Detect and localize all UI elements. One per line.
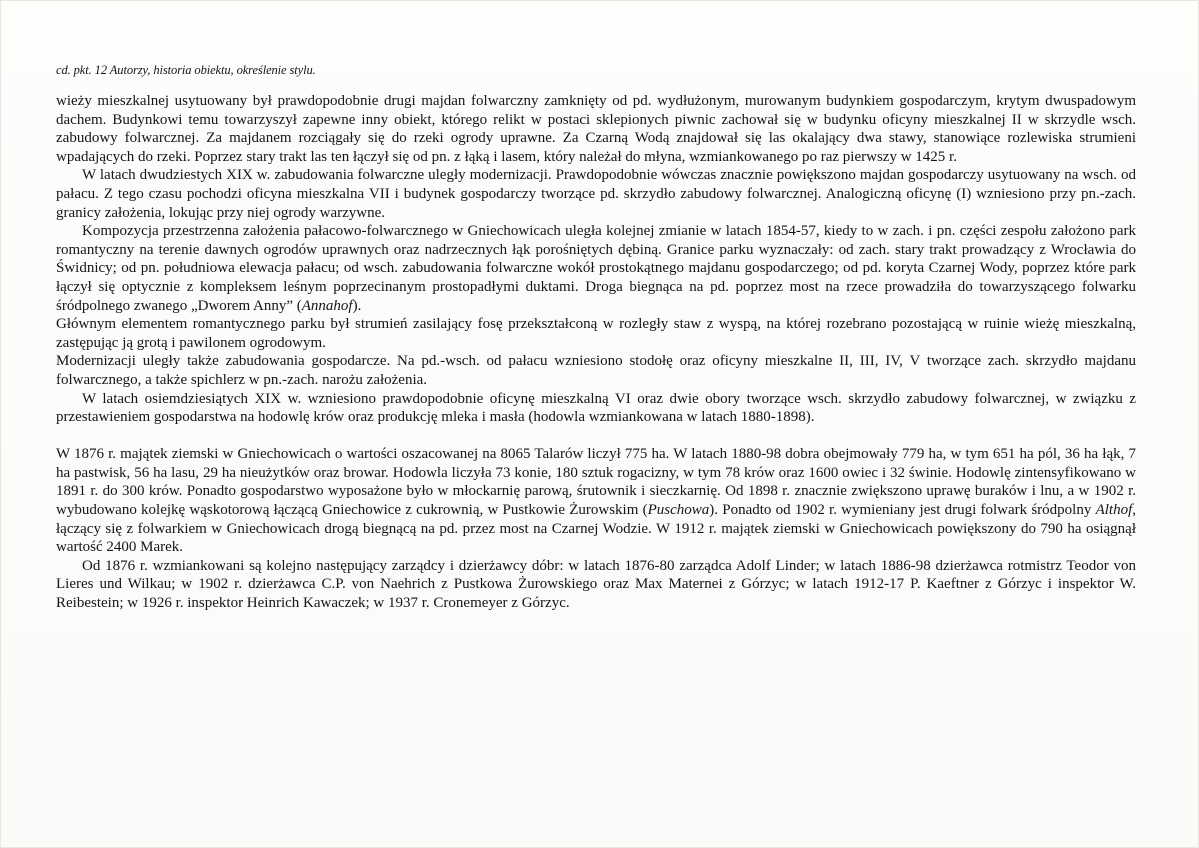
text-run: ). bbox=[352, 297, 362, 314]
paragraph-estate-statistics bbox=[56, 445, 1136, 557]
paragraph-1880s-buildings bbox=[56, 390, 1136, 427]
italic-term: Annahof bbox=[301, 297, 353, 314]
paragraph-tower-continuation bbox=[56, 92, 1136, 166]
document-body bbox=[56, 92, 1136, 613]
text-run: Modernizacji uległy także zabudowania gospodarcze. Na pd.-wsch. od pałacu wzniesiono stodołę oraz oficyny mieszkalne II, III, IV, V tworzące zach. skrzydło majdanu folwarcznego, a także spichlerz w pn.-zach. narożu założenia. bbox=[56, 353, 1136, 388]
paragraph-modernization-1820s bbox=[56, 166, 1136, 222]
paragraph-farm-modernization bbox=[56, 352, 1136, 389]
text-run: wieży mieszkalnej usytuowany był prawdopodobnie drugi majdan folwarczny zamknięty od pd. wydłużonym, murowanym budynkiem gospodarczym, krytym dwuspadowym dachem. Budynkowi temu towarzyszył zapewne inny obiekt, którego relikt w postaci sklepionych piwnic zachował się w budynku oficyny mieszkalnej II w skrzydle wsch. zabudowy folwarcznej. Za majdanem rozciągały się do rzeki ogrody uprawne. Za Czarną Wodą znajdował się las okalający dwa stawy, stanowiące rozlewiska strumieni wpadających do rzeki. Poprzez stary trakt las ten łączył się od pn. z łąką i lasem, który należał do młyna, wzmiankowanego po raz pierwszy w 1425 r. bbox=[56, 93, 1136, 165]
text-run: Od 1876 r. wzmiankowani są kolejno następujący zarządcy i dzierżawcy dóbr: w latach 1876-80 zarządca Adolf Linder; w latach 1886-98 dzierżawca rotmistrz Teodor von Lieres und Wilkau; w 1902 r. dzierżawca C.P. von Naehrich z Pustkowa Żurowskiego oraz Max Maternei z Górzyc; w latach 1912-17 P. Kaeftner z Górzyc i inspektor W. Reibestein; w 1926 r. inspektor Heinrich Kawaczek; w 1937 r. Cronemeyer z Górzyc. bbox=[56, 557, 1136, 612]
text-run: Kompozycja przestrzenna założenia pałacowo-folwarcznego w Gniechowicach uległa kolejnej zmianie w latach 1854-57, kiedy to w zach. i pn. części zespołu założono park romantyczny na terenie dawnych ogrodów uprawnych oraz nadrzecznych łąk porośniętych dębiną. Granice parku wyznaczały: od zach. stary trakt prowadzący z Wrocławia do Świdnicy; od pn. południowa elewacja pałacu; od wsch. zabudowania folwarczne wokół prostokątnego majdanu gospodarczego; od pd. koryta Czarnej Wody, poprzez które park łączył się optycznie z kompleksem leśnym poprzecinanym prostopadłymi duktami. Droga biegnąca na pd. poprzez most na rzece prowadziła do towarzyszącego folwarku śródpolnego zwanego „Dworem Anny” ( bbox=[56, 223, 1136, 314]
paragraph-administrators bbox=[56, 557, 1136, 613]
paragraph-park-main-element bbox=[56, 315, 1136, 352]
italic-term: Puschowa bbox=[647, 502, 710, 519]
italic-term: Althof, bbox=[1095, 502, 1136, 519]
section-caption: cd. pkt. 12 Autorzy, historia obiektu, określenie stylu. bbox=[56, 63, 316, 77]
text-run: łączący się z folwarkiem w Gniechowicach drogą biegnącą na pd. przez most na Czarnej Wodzie. W 1912 r. majątek ziemski w Gniechowicach powiększony do 790 ha osiągnął wartość 2400 Marek. bbox=[56, 520, 1136, 556]
text-run: W latach dwudziestych XIX w. zabudowania folwarczne uległy modernizacji. Prawdopodobnie wówczas znacznie powiększono majdan gospodarczy usytuowany na wsch. od pałacu. Z tego czasu pochodzi oficyna mieszkalna VII i budynek gospodarczy tworzące pd. skrzydło zabudowy folwarcznej. Analogiczną oficynę (I) wzniesiono przy pn.-zach. granicy założenia, lokując przy niej ogrody warzywne. bbox=[56, 167, 1136, 221]
text-run: W latach osiemdziesiątych XIX w. wzniesiono prawdopodobnie oficynę mieszkalną VI oraz dwie obory tworzące wsch. skrzydło zabudowy folwarcznej, w związku z przestawieniem gospodarstwa na hodowlę krów oraz produkcję mleka i masła (hodowla wzmiankowana w latach 1880-1898). bbox=[56, 390, 1136, 426]
text-run: ). Ponadto od 1902 r. wymieniany jest drugi folwark śródpolny bbox=[709, 502, 1096, 519]
text-run: W 1876 r. majątek ziemski w Gniechowicach o wartości oszacowanej na 8065 Talarów liczył 775 ha. W latach 1880-98 dobra obejmowały 779 ha, w tym 651 ha pól, 36 ha łąk, 7 ha pastwisk, 56 ha lasu, 29 ha nieużytków oraz browar. Hodowla liczyła 73 konie, 180 sztuk rogacizny, w tym 78 krów oraz 1600 owiec i 32 świnie. Hodowlę zintensyfikowano w 1891 r. do 300 krów. Ponadto gospodarstwo wyposażone było w młockarnię parową, śrutownik i sieczkarnię. Od 1898 r. znacznie zwiększono uprawę buraków i lnu, a w 1902 r. wybudowano kolejkę wąskotorową łączącą Gniechowice z cukrownią, w Pustkowie Żurowskim ( bbox=[56, 446, 1136, 519]
text-run: Głównym elementem romantycznego parku był strumień zasilający fosę przekształconą w rozległy staw z wyspą, na której rozebrano pozostającą w ruinie wieżę mieszkalną, zastępując ją grotą i pawilonem ogrodowym. bbox=[56, 316, 1136, 351]
paragraph-park-composition bbox=[56, 222, 1136, 315]
